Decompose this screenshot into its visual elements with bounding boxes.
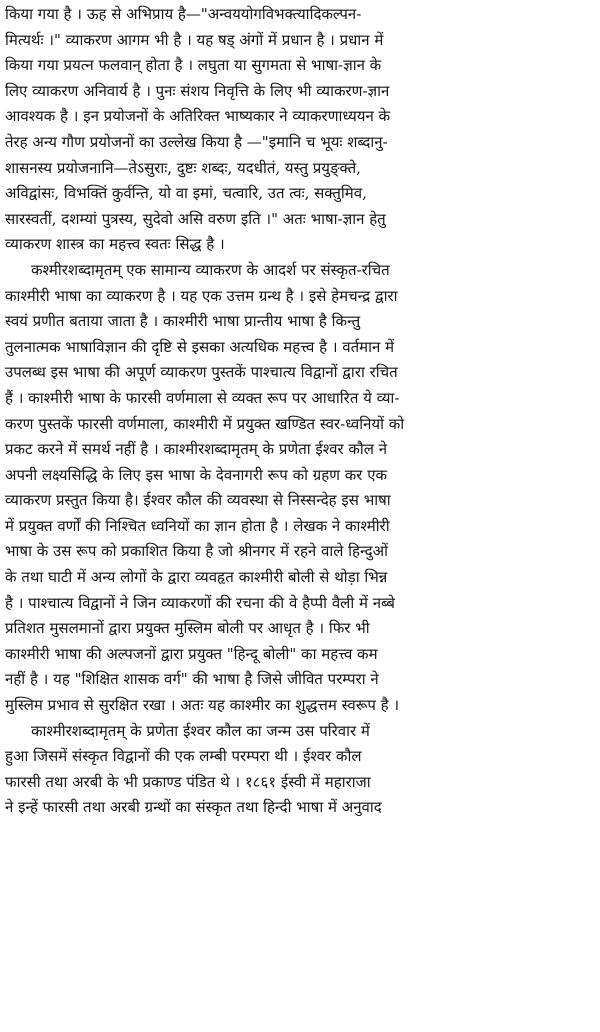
text-line: तुलनात्मक भाषाविज्ञान की दृष्टि से इसका अत्यधिक महत्त्व है । वर्तमान में	[5, 337, 395, 356]
text-line: भाषा के उस रूप को प्रकाशित किया है जो श्रीनगर में रहने वाले हिन्दुओं	[5, 542, 388, 561]
paragraph-2	[5, 258, 595, 719]
text-line: आवश्यक है । इन प्रयोजनों के अतिरिक्त भाष्यकार ने व्याकरणाध्ययन के	[5, 107, 391, 126]
text-line: तेरह अन्य गौण प्रयोजनों का उल्लेख किया है —"इमानि च भूयः शब्दानु-	[5, 132, 388, 151]
text-line: काश्मीरी भाषा की अल्पजनों द्वारा प्रयुक्त "हिन्दू बोली" का महत्त्व कम	[5, 644, 378, 663]
text-line: करण पुस्तकें फारसी वर्णमाला, काश्मीरी में प्रयुक्त खण्डित स्वर-ध्वनियों को	[5, 414, 405, 433]
text-line: किया गया प्रयत्न फलवान् होता है । लघुता या सुगमता से भाषा-ज्ञान के	[5, 56, 382, 75]
text-line: प्रकट करने में समर्थ नहीं है । काश्मीरशब्दामृतम् के प्रणेता ईश्वर कौल ने	[5, 440, 388, 459]
text-line: काश्मीरशब्दामृतम् के प्रणेता ईश्वर कौल का जन्म उस परिवार में	[31, 721, 370, 740]
text-line: अविद्वांसः, विभक्तिं कुर्वन्ति, यो वा इमां, चत्वारि, उत त्वः, सक्तुमिव,	[5, 184, 367, 203]
paragraph-3	[5, 719, 595, 821]
text-line: अपनी लक्ष्यसिद्धि के लिए इस भाषा के देवनागरी रूप को ग्रहण कर एक	[5, 465, 388, 484]
text-line: शासनस्य प्रयोजनानि—तेऽसुराः, दुष्टः शब्दः, यदधीतं, यस्तु प्रयुङ्क्ते,	[5, 158, 361, 177]
text-line: व्याकरण प्रस्तुत किया है। ईश्वर कौल की व्यवस्था से निस्सन्देह इस भाषा	[5, 491, 391, 510]
text-line: स्वयं प्रणीत बताया जाता है । काश्मीरी भाषा प्रान्तीय भाषा है किन्तु	[5, 312, 361, 331]
text-line: ने इन्हें फारसी तथा अरबी ग्रन्थों का संस्कृत तथा हिन्दी भाषा में अनुवाद	[5, 798, 382, 817]
text-line: हैं । काश्मीरी भाषा के फारसी वर्णमाला से व्यक्त रूप पर आधारित ये व्या-	[5, 388, 400, 407]
text-line: है । पाश्चात्य विद्वानों ने जिन व्याकरणों की रचना की वे हैप्पी वैली में नब्बे	[5, 593, 395, 612]
text-line: प्रतिशत मुसलमानों द्वारा प्रयुक्त मुस्लिम बोली पर आधृत है । फिर भी	[5, 619, 370, 638]
text-line: मुस्लिम प्रभाव से सुरक्षित रखा । अतः यह काश्मीर का शुद्धत्तम स्वरूप है ।	[5, 696, 400, 715]
text-line: के तथा घाटी में अन्य लोगों के द्वारा व्यवहृत काश्मीरी बोली से थोड़ा भिन्न	[5, 568, 388, 587]
text-line: लिए व्याकरण अनिवार्य है । पुनः संशय निवृत्ति के लिए भी व्याकरण-ज्ञान	[5, 81, 390, 100]
text-line: सारस्वतीं, दशम्यां पुत्रस्य, सुदेवो असि वरुण इति ।" अतः भाषा-ज्ञान हेतु	[5, 209, 386, 228]
paragraph-1	[5, 2, 595, 258]
text-line: काश्मीरी भाषा का व्याकरण है । यह एक उत्तम ग्रन्थ है । इसे हेमचन्द्र द्वारा	[5, 286, 398, 305]
text-line: उपलब्ध इस भाषा की अपूर्ण व्याकरण पुस्तकें पाश्चात्य विद्वानों द्वारा रचित	[5, 363, 398, 382]
text-line: नहीं है । यह "शिक्षित शासक वर्ग" की भाषा है जिसे जीवित परम्परा ने	[5, 670, 379, 689]
text-line: कश्मीरशब्दामृतम् एक सामान्य व्याकरण के आदर्श पर संस्कृत-रचित	[31, 260, 390, 279]
text-line: व्याकरण शास्त्र का महत्त्व स्वतः सिद्ध है ।	[5, 235, 225, 254]
text-line: में प्रयुक्त वर्णों की निश्चित ध्वनियों का ज्ञान होता है । लेखक ने काश्मीरी	[5, 516, 390, 535]
text-line: मित्यर्थः ।" व्याकरण आगम भी है । यह षड् अंगों में प्रधान है । प्रधान में	[5, 30, 384, 49]
text-line: हुआ जिसमें संस्कृत विद्वानों की एक लम्बी परम्परा थी । ईश्वर कौल	[5, 747, 362, 766]
text-line: फारसी तथा अरबी के भी प्रकाण्ड पंडित थे । १८६१ ईस्वी में महाराजा	[5, 772, 371, 791]
text-line: किया गया है । ऊह से अभिप्राय है—"अन्वययोगविभक्त्यादिकल्पन-	[5, 5, 362, 23]
